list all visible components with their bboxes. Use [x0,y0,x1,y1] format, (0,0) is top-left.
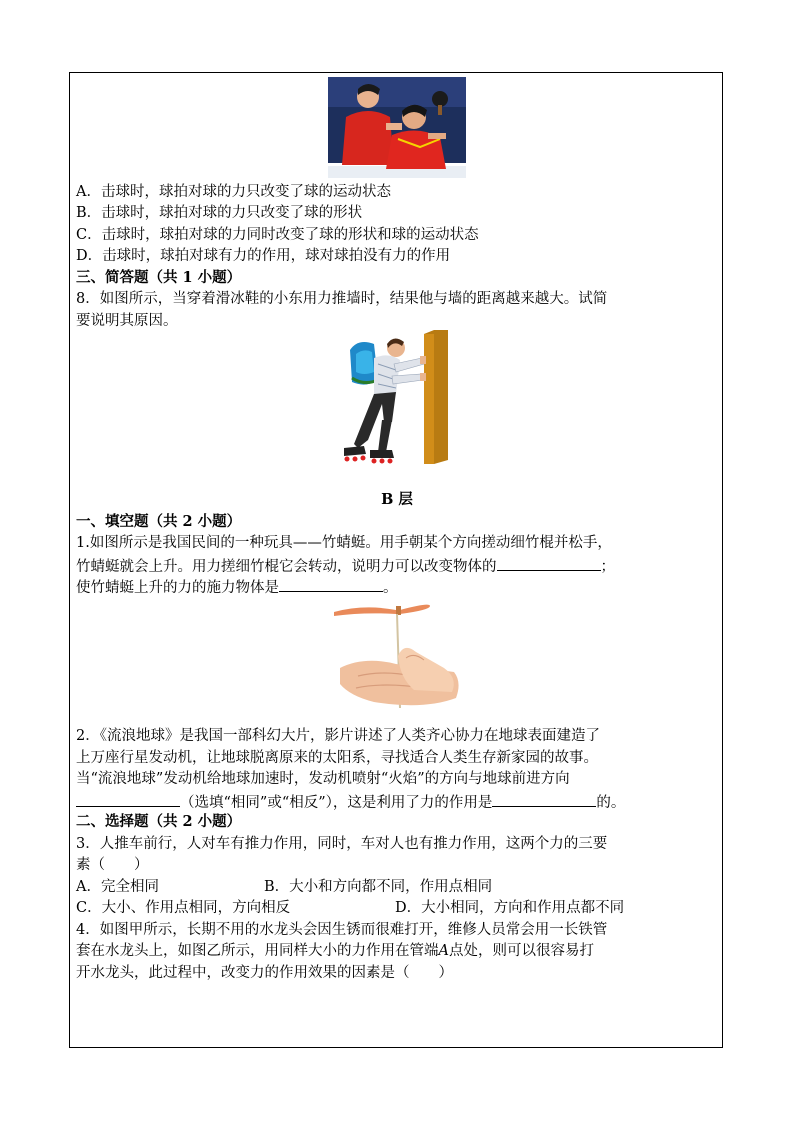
b-q2-line2: 上万座行星发动机，让地球脱离原来的太阳系，寻找适合人类生存新家园的故事。 [76,750,598,766]
b-section1-heading: 一、填空题（共 2 小题） [76,513,242,530]
b-q1-line2: 竹蜻蜓就会上升。用力搓细竹棍它会转动，说明力可以改变物体的 ； [76,555,615,577]
q8-line2: 要说明其原因。 [76,313,178,329]
answer-blank[interactable] [76,791,180,807]
b-q3-line1: 3．人推车前行，人对车有推力作用，同时，车对人也有推力作用，这两个力的三要 [76,836,608,852]
b-q4-line3: 开水龙头，此过程中，改变力的作用效果的因素是（ ） [76,965,453,981]
q7-option-b: B．击球时，球拍对球的力只改变了球的形状 [76,205,363,221]
b-q3-option-d: D．大小相同，方向和作用点都不同 [395,900,625,916]
b-q2-line4: （选填“相同”或“相反”），这是利用了力的作用是 的。 [76,791,625,813]
b-q3-line2: 素（ ） [76,857,149,873]
b-q1-line1: 1.如图所示是我国民间的一种玩具——竹蜻蜓。用手朝某个方向搓动细竹棍并松手， [76,535,612,551]
b-q4-line1: 4．如图甲所示，长期不用的水龙头会因生锈而很难打开，维修人员常会用一长铁管 [76,922,608,938]
b-q1-line3: 使竹蜻蜓上升的力的施力物体是 。 [76,576,398,598]
q7-option-a: A．击球时，球拍对球的力只改变了球的运动状态 [76,184,391,200]
b-q4-line2: 套在水龙头上，如图乙所示，用同样大小的力作用在管端A点处，则可以很容易打 [76,943,594,959]
level-b-title: B 层 [381,491,413,508]
b-q3-option-c: C．大小、作用点相同，方向相反 [76,900,291,916]
bamboo-dragonfly-figure [334,598,466,720]
b-q3-option-a: A．完全相同 [76,879,159,895]
q8-line1: 8．如图所示，当穿着滑冰鞋的小东用力推墙时，结果他与墙的距离越来越大。试简 [76,291,608,307]
point-a-label: A [438,943,449,959]
section3-heading: 三、简答题（共 1 小题） [76,269,242,286]
answer-blank[interactable] [279,576,383,592]
b-q3-option-b: B．大小和方向都不同，作用点相同 [264,879,493,895]
b-section2-heading: 二、选择题（共 2 小题） [76,813,242,830]
b-q2-line3: 当“流浪地球”发动机给地球加速时，发动机喷射“火焰”的方向与地球前进方向 [76,771,570,787]
skater-pushing-wall-figure [338,330,454,470]
b-q2-line1: 2．《流浪地球》是我国一部科幻大片，影片讲述了人类齐心协力在地球表面建造了 [76,728,600,744]
answer-blank[interactable] [492,791,596,807]
table-tennis-photo [328,77,466,178]
q7-option-d: D．击球时，球拍对球有力的作用，球对球拍没有力的作用 [76,248,451,264]
answer-blank[interactable] [497,555,601,571]
q7-option-c: C．击球时，球拍对球的力同时改变了球的形状和球的运动状态 [76,227,479,243]
